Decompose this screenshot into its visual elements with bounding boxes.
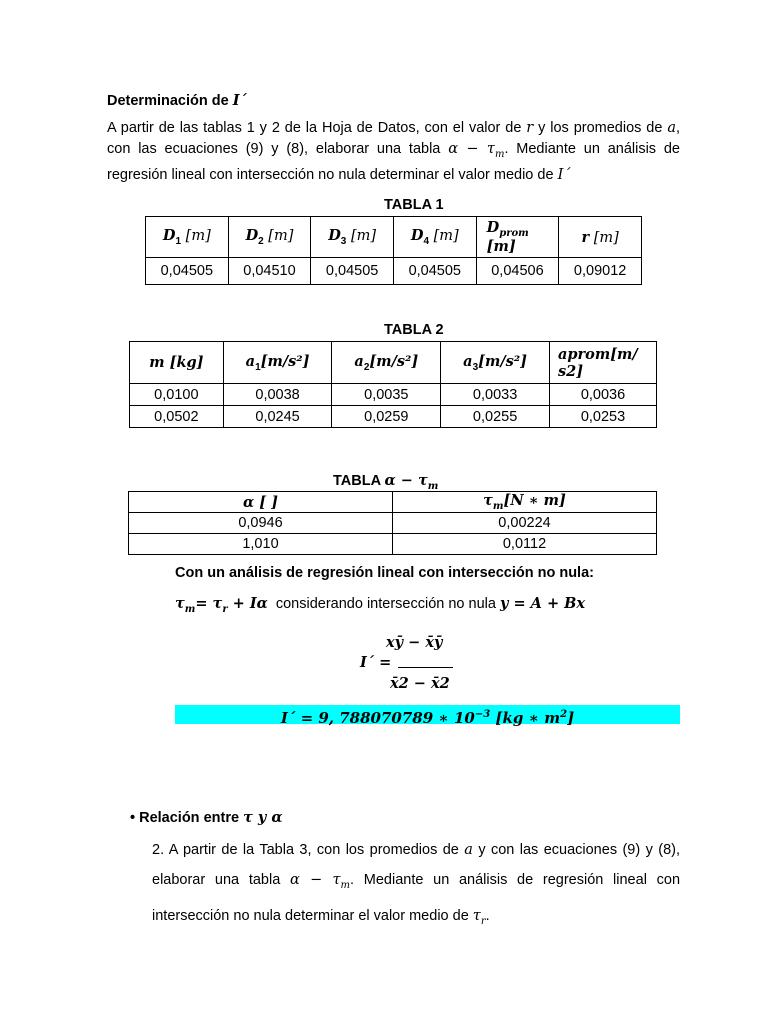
table3-cell: 0,00224: [393, 513, 657, 534]
intro-alpha-tau: α − τ: [448, 141, 495, 157]
intro-I: I´: [557, 166, 571, 183]
list-item: 2. A partir de la Tabla 3, con los promedios de a y con las ecuaciones (9) y (8), elaborar una tabla $\alpha - \tau_m$. Mediante un análisis de regresión lineal con intersección no nula determinar el valor medio de $\tau_r$.: [152, 842, 681, 927]
table2-header-row: [130, 342, 657, 384]
line-equation: y = A + Bx: [499, 595, 586, 612]
intro-text-1: A partir de las tablas 1 y 2 de la Hoja de Datos, con el valor de: [107, 120, 527, 136]
table1-header-row: [146, 217, 642, 258]
table3-header-tau: $\tau_m[N$ ∗ m]: [393, 492, 657, 513]
table2-header-a3: $a_3[m/s^2]$: [441, 342, 550, 384]
intro-text-4: . Mediante un análisis de regresión lineal con intersección no nula determinar el valor medio de: [107, 141, 680, 183]
table2-header-a2: $a_2[m/s^2]$: [332, 342, 441, 384]
regression-label: Con un análisis de regresión lineal con intersección no nula:: [175, 565, 594, 581]
table1-title: TABLA 1: [384, 197, 444, 213]
intro-r: r: [526, 120, 534, 136]
section2-heading: • Relación entre τ y α: [130, 809, 283, 826]
table2-cell: 0,0100: [130, 384, 224, 406]
table1-header-r: r [m]: [559, 217, 642, 258]
table2-cell: 0,0259: [332, 406, 441, 428]
intro-paragraph: [107, 118, 680, 186]
table3-cell: 1,010: [129, 534, 393, 555]
result-highlight: I´ = 9, 788070789 ∗ $10^{-3}$ [kg ∗ $m^2$]: [175, 705, 680, 724]
table2-header-aprom: aprom[m/ s2]: [550, 342, 657, 384]
fraction-bar: [398, 667, 453, 668]
bullet-icon: •: [130, 810, 136, 826]
table3: [128, 491, 657, 555]
table1: [145, 216, 642, 285]
table3-header-alpha: α [ ]: [129, 492, 393, 513]
heading-text: Determinación de: [107, 93, 233, 109]
heading-symbol: I´: [232, 92, 247, 109]
table2: [129, 341, 657, 428]
table3-cell: 0,0946: [129, 513, 393, 534]
table3-header-row: [129, 492, 657, 513]
table3-title: TABLA $\alpha - \tau_m$: [333, 472, 439, 492]
table1-cell: 0,04505: [393, 258, 476, 285]
table3-cell: 0,0112: [393, 534, 657, 555]
table-row: [130, 384, 657, 406]
table1-header-d3: $D_3$ [m]: [311, 217, 394, 258]
fraction-lhs: I´ =: [360, 654, 392, 671]
intro-a: a: [667, 120, 676, 136]
intro-sub-m: m: [494, 148, 505, 160]
table1-cell: 0,04505: [311, 258, 394, 285]
table2-cell: 0,0038: [223, 384, 332, 406]
table2-cell: 0,0245: [223, 406, 332, 428]
table-row: [146, 258, 642, 285]
table-row: [129, 513, 657, 534]
table2-cell: 0,0033: [441, 384, 550, 406]
table2-cell: 0,0036: [550, 384, 657, 406]
table1-cell: 0,04510: [228, 258, 311, 285]
intro-text-3: , con las ecuaciones (9) y (8), elaborar una tabla: [107, 120, 680, 157]
table2-cell: 0,0255: [441, 406, 550, 428]
table-row: [129, 534, 657, 555]
table2-header-a1: $a_1[m/s^2]$: [223, 342, 332, 384]
table-row: [130, 406, 657, 428]
table1-header-d4: $D_4$ [m]: [393, 217, 476, 258]
table2-cell: 0,0253: [550, 406, 657, 428]
table1-cell: 0,09012: [559, 258, 642, 285]
section-heading: [107, 92, 247, 109]
fraction-numerator: xȳ − x̄ȳ: [386, 634, 443, 651]
table1-header-d2: $D_2$ [m]: [228, 217, 311, 258]
regression-equation: $\tau_m= \tau_r + I\alpha$ considerando intersección no nula y = A + Bx: [175, 595, 586, 615]
table1-cell: 0,04505: [146, 258, 229, 285]
table2-title: TABLA 2: [384, 322, 444, 338]
table1-header-dprom: $D_{prom}$ [m]: [476, 217, 559, 258]
result-value: I´ = 9, 788070789 ∗ 10: [280, 709, 475, 727]
table2-cell: 0,0035: [332, 384, 441, 406]
table2-cell: 0,0502: [130, 406, 224, 428]
table1-header-d1: $D_1$ [m]: [146, 217, 229, 258]
considering-text: considerando intersección no nula: [275, 596, 496, 612]
intro-text-2: y los promedios de: [533, 120, 668, 136]
table1-cell: 0,04506: [476, 258, 559, 285]
table2-header-m: m [kg]: [130, 342, 224, 384]
fraction-denominator: x̄2 − x̄2: [390, 675, 450, 692]
